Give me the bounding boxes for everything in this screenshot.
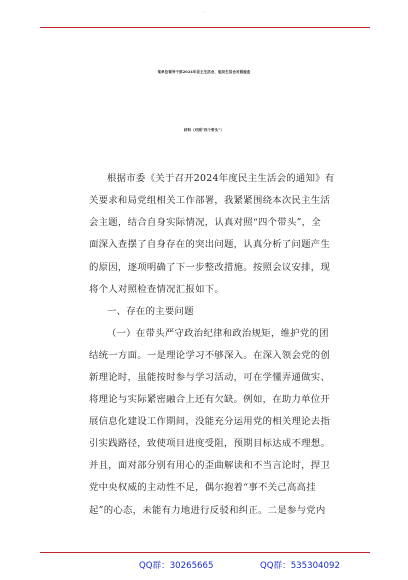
body-line: 起”的心态，未能有力地进行反驳和纠正。二是参与党内	[89, 505, 326, 516]
body-line: 引实践路径，致使项目进度受阻，预期目标达成不理想。	[89, 438, 331, 449]
section-heading: 一、存在的主要问题	[107, 306, 194, 317]
body-line: 面深入查摆了自身存在的突出问题，认真分析了问题产生	[89, 239, 331, 250]
subsection-heading: （一）在带头严守政治纪律和政治规矩，维护党的团	[107, 328, 329, 339]
header-divider	[40, 27, 370, 28]
body-line: 关要求和局党组相关工作部署，我紧紧围绕本次民主生活	[89, 195, 331, 206]
body-line: 并且，面对部分别有用心的歪曲解读和不当言论时，捍卫	[89, 460, 331, 471]
body-line: 党中央权威的主动性不足，偶尔抱着“事不关己高高挂	[89, 482, 316, 493]
footer-divider	[40, 552, 370, 553]
body-line: 新理论时，虽能按时参与学习活动，可在学懂弄通做实、	[89, 372, 331, 383]
body-line: 展信息化建设工作期间，没能充分运用党的相关理论去指	[89, 416, 331, 427]
document-title-line-1: 某单位领导干部2024年民主生活会、组织生活会对照检查	[157, 70, 251, 74]
body-line: 将个人对照检查情况汇报如下。	[89, 284, 225, 295]
footer-qq-group-2: QQ群：535304092	[260, 561, 340, 571]
body-line: 将理论与实际紧密融合上还有欠缺。例如，在助力单位开	[89, 394, 331, 405]
body-line: 结统一方面。一是理论学习不够深入。在深入领会党的创	[89, 350, 331, 361]
body-line: 的原因，逐项明确了下一步整改措施。按照会议安排，现	[89, 262, 331, 273]
body-line: 会主题，结合自身实际情况，认真对照“四个带头”，全	[89, 217, 321, 228]
document-title-line-2: 材料（对照“四个带头”）	[183, 128, 225, 132]
footer-qq-group-1: QQ群：30265665	[139, 561, 214, 571]
body-line: 根据市委《关于召开2024年度民主生活会的通知》有	[107, 173, 335, 184]
